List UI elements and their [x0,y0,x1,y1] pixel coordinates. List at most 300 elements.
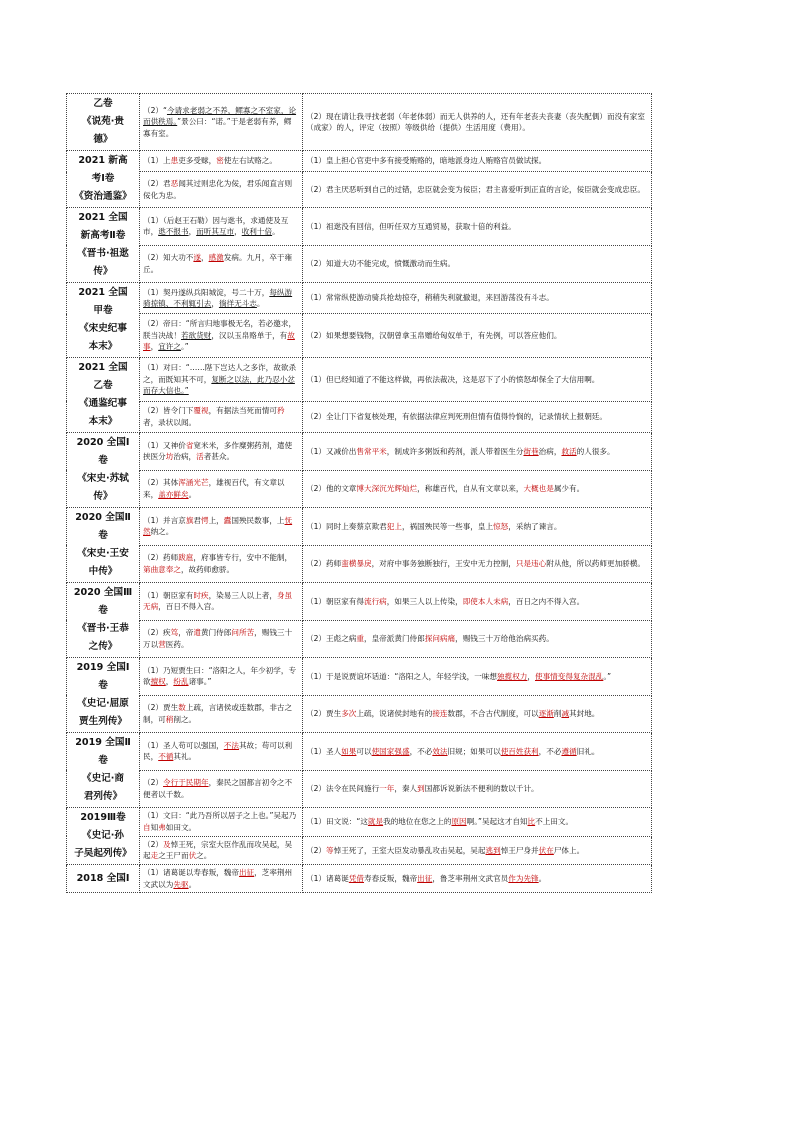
text-segment: 寿春反叛，魏帝 [364,873,418,883]
source-line: 卷 [98,755,108,766]
text-segment: 上疏，言诸侯或连数郡，非古之制，可 [143,703,293,724]
text-segment: 。 [538,873,547,883]
text-segment: （1）契丹遂纵兵阳城淀，号二十万， [143,287,270,297]
text-segment: 属少有。 [553,484,585,493]
text-segment: （1）同时上奏蔡京欺君 [306,521,387,531]
original-text-cell [140,545,303,583]
table-row [67,433,652,471]
text-segment: 作为先锋 [508,873,539,883]
text-segment: 自 [143,822,151,832]
source-line: 《史记·商 [81,773,125,784]
text-segment: ，称雄百代，自从有文章以来， [417,484,524,493]
original-text-cell [140,94,303,151]
text-segment: ，秦人 [394,784,418,793]
original-text-cell [140,151,303,172]
text-segment: 救活 [561,446,577,456]
original-text-cell [140,836,303,865]
text-segment: 愕 [201,515,209,525]
text-segment: 的人很多。 [576,446,615,456]
translation-cell [303,836,652,865]
text-segment: 之王尸而 [158,851,189,861]
text-segment: ，如果三人以上传染， [386,596,463,606]
text-segment: ，祸国殃民等一些事，皇上 [401,521,494,531]
text-segment: ，不必 [409,746,433,756]
text-segment: （1）圣人 [306,746,342,756]
text-segment: 不法 [223,740,239,750]
text-segment: ，采纳了谏言。 [508,521,562,531]
text-segment: ，不必 [538,746,562,756]
text-segment: ， [165,677,174,687]
source-line: 2021 全国 [78,362,128,373]
text-segment: （2）帝曰：“所言归地事极无名，若必邀求，朕当决战！ [143,319,297,340]
translation-cell [303,151,652,172]
text-segment: 重 [356,634,364,643]
source-line: 《史记·屈原 [77,698,129,709]
text-segment: （1）朝臣家有 [143,590,194,600]
text-segment: 遂 [193,253,201,263]
text-segment: 宜许之 [158,342,181,352]
source-line: 《宋史·王安 [77,548,129,559]
text-segment: ，汉以玉帛赂单于，有 [211,330,288,340]
text-segment: 悼王尸身并 [500,845,539,855]
text-segment: 一年 [379,784,395,793]
text-segment: 就是 [367,817,384,826]
text-segment: ，赐钱三十万以 [143,628,293,649]
source-line: 2019Ⅲ卷 [80,812,126,823]
translation-table [66,93,652,893]
text-segment: 感激 [208,253,224,263]
text-segment: 身虽无病 [143,590,293,612]
text-segment: 上， [208,515,224,525]
text-segment: 走 [150,851,159,861]
original-text-cell [140,245,303,283]
source-line: 《史记·孙 [81,830,125,841]
text-segment: 今请求老弱之不养，鳏寡之不室家，论而供秩焉。 [143,105,297,127]
source-line: 2018 全国Ⅰ [76,872,130,884]
text-segment: 。 [256,299,265,309]
text-segment: 先驱 [173,879,189,889]
text-segment: （2）他的文章 [306,484,357,493]
text-segment: 黄门侍郎 [201,628,232,638]
text-segment: （2）王彪之病 [306,634,357,643]
text-segment: 令行于民期年 [163,778,209,788]
original-text-cell [140,733,303,771]
source-cell [67,808,140,865]
text-segment: （1）上 [143,156,171,166]
text-segment: ， [188,227,197,237]
text-segment: ， [527,671,535,681]
text-segment: 遣 [193,628,201,638]
text-segment: 收利十倍 [241,227,273,237]
text-segment: 悼王死，宗室大臣作乱而攻吴起，吴起 [143,839,293,861]
translation-cell [303,314,652,358]
table-row [67,508,652,546]
text-segment: 每纵游骑掠镇、 [143,287,293,309]
text-segment: （2）全让门下省复核处理，有依据法律应判死刑但情有值得怜悯的，记录情状上报朝廷。 [306,412,607,422]
text-segment: （1）又减价出 [306,446,357,456]
text-segment: （2）君主厌恶听到自己的过错，忠臣就会变为佞臣；君主喜爱听到正直的言论，佞臣就会变成忠臣。 [306,184,645,194]
text-segment: 笃 [170,628,179,638]
text-segment: 即使本人未病 [462,596,509,606]
table-row [67,94,652,151]
source-cell [67,94,140,151]
text-segment: 及 [163,839,171,849]
text-segment: （2）“ [143,105,167,115]
text-segment: ，故药师愈骄。 [180,564,235,574]
text-segment: （2） [306,845,327,855]
table-row [67,283,652,314]
text-segment: 使左右试赂之。 [223,156,277,166]
original-text-cell [140,508,303,546]
text-segment: ，对府中事务独断独行，王安中无力控制， [371,559,516,568]
source-line: 2021 新高 [78,155,128,166]
original-text-cell [140,583,303,621]
source-cell [67,658,140,733]
text-segment: （2） [143,839,164,849]
text-segment: ，赐钱三十万给他治病买药。 [455,634,554,643]
source-line: 乙卷 [93,98,113,109]
source-line: 贾生列传》 [79,716,127,727]
text-segment: 国殃民数事，上 [231,515,285,525]
text-segment: 蠹 [223,515,232,525]
text-segment: 如田文。 [165,822,197,832]
translation-cell [303,508,652,546]
text-segment: 我的地位在您之上的 [383,817,452,826]
source-cell [67,283,140,358]
text-segment: 逐渐 [538,709,554,718]
table-row [67,172,652,208]
original-text-cell [140,172,303,208]
text-segment: 矜 [276,406,285,416]
table-row [67,401,652,432]
source-cell [67,208,140,283]
text-segment: 遵循 [561,746,577,756]
original-text-cell [140,314,303,358]
text-segment: 不利辄引去 [173,299,212,309]
text-segment: （1）朝臣家有得 [306,596,364,606]
text-segment: ，制成许多粥饭和药剂，派人带着医生分 [386,446,524,456]
text-segment: 。” [180,342,189,352]
text-segment: 省 [185,440,194,450]
text-segment: 国都诉说新法不便利的数以千计。 [424,784,539,793]
source-cell [67,433,140,508]
source-line: 2019 全国Ⅱ [75,737,131,748]
source-line: 本末》 [88,341,118,352]
source-line: 《宋史·苏轼 [77,473,129,484]
text-segment: 数郡，不合古代制度，可以 [447,709,539,718]
text-segment: ，百日不得入宫。 [158,602,219,612]
source-line: 2019 全国Ⅰ [76,662,130,673]
text-segment: （1）诸葛诞 [306,873,349,883]
text-segment: 徜徉无斗志 [218,299,257,309]
source-cell [67,151,140,208]
text-segment: 恶 [170,179,179,189]
source-line: 2020 全国Ⅰ [76,437,130,448]
translation-cell [303,545,652,583]
table-row [67,151,652,172]
text-segment: 其礼。 [173,752,197,762]
text-segment: 。 [188,489,197,499]
table-row [67,865,652,893]
text-segment: 者甚众。 [203,452,235,462]
text-segment: 犯上 [386,521,402,531]
text-segment: 出征 [238,868,255,877]
text-segment: 可以 [356,746,372,756]
source-line: 之传》 [88,641,118,652]
text-segment: ，百日之内不得入宫。 [508,596,585,606]
text-segment: 发病。九月，卒于雍丘。 [143,253,293,274]
text-segment: 街巷 [523,446,539,456]
text-segment: （1）又神价 [143,440,186,450]
translation-cell [303,695,652,733]
original-text-cell [140,470,303,508]
text-segment: 第曲意奉之 [143,564,181,574]
source-line: 考Ⅰ卷 [91,173,115,184]
source-line: 中传》 [88,566,118,577]
source-line: 卷 [98,530,108,541]
table-row [67,770,652,808]
translation-cell [303,283,652,314]
text-segment: 削之。 [173,714,197,724]
table-row [67,545,652,583]
text-segment: ， [150,342,159,352]
text-segment: 。 [272,227,280,237]
text-segment: （2）药师 [306,559,342,568]
source-line: 2020 全国Ⅱ [75,512,131,523]
text-segment: （2）现在请让我寻找老弱（年老体弱）而无人供养的人，还有年老丧夫丧妻（丧失配偶）而没有家室（成家）的人，评定（按照）等级供给（提供）生活用度（费用）。 [306,111,645,132]
text-segment: 数 [178,703,186,713]
text-segment: 等 [326,845,334,855]
text-segment: 啊。”吴起这才自知 [466,817,528,826]
source-cell [67,508,140,583]
text-segment: （2）法令在民间施行 [306,784,380,793]
source-line: 德》 [93,134,113,145]
text-segment: 治病， [538,446,562,456]
source-line: 君列传》 [83,791,123,802]
text-segment: 擅权 [150,677,166,687]
text-segment: 出征 [417,873,433,883]
table-row [67,620,652,658]
text-segment: （2）知大功不 [143,253,194,263]
text-segment: 旧礼。 [576,746,600,756]
text-segment: 附从他，所以药师更加骄横。 [546,559,645,568]
text-segment: 接连 [432,709,448,718]
table-row [67,808,652,837]
text-segment: 密 [216,156,224,166]
text-segment: （1）田文说：“这 [306,817,368,826]
text-segment: 流行病 [364,596,387,606]
text-segment: （1）（后赵王石勒）因与逖书，求通使及互市， [143,215,289,237]
text-segment: 稍 [165,714,174,724]
source-line: 《宋史纪事 [79,323,127,334]
source-line: 本末》 [88,416,118,427]
text-segment: （1）祖逖没有回信，但听任双方互通贸易，获取十倍的利益。 [306,221,516,231]
translation-cell [303,620,652,658]
original-text-cell [140,283,303,314]
source-cell [67,865,140,893]
translation-cell [303,733,652,771]
source-line: 传》 [93,266,113,277]
translation-cell [303,433,652,471]
translation-cell [303,401,652,432]
source-cell [67,733,140,808]
text-segment: 者，录状以闻。 [143,417,197,427]
source-line: 《资治通鉴》 [74,191,132,202]
text-segment: ，鲁芝率荆州文武官员 [432,873,509,883]
text-segment: 吏多受赇， [178,156,217,166]
original-text-cell [140,401,303,432]
text-segment: 尸体上。 [553,845,585,855]
text-segment: 如果 [341,746,357,756]
text-segment: （2）君 [143,179,171,189]
table-row [67,658,652,696]
text-segment: 君 [193,515,201,525]
text-segment: 问所苦 [231,628,255,638]
text-segment: ， [211,299,219,309]
table-row [67,208,652,246]
text-segment: 使百姓获利 [500,746,539,756]
text-segment: （1）但已经知道了不能这样做，再依法裁决，这是忍下了小的愤怒却保全了大信用啊。 [306,374,600,384]
text-segment: ，帝 [178,628,194,638]
text-segment: 。 [188,879,197,889]
text-segment: 逃到 [485,845,501,855]
text-segment: 其封地。 [569,709,600,718]
translation-cell [303,245,652,283]
text-segment: （1）常常纵使游动骑兵抢劫掠夺，稍稍失利就撤退，来回游荡没有斗志。 [306,293,554,303]
text-segment: （1）诸葛诞以寿春叛，魏帝 [143,868,239,877]
text-segment: 宽米米，多作糜粥药剂，遣使挟医分 [143,440,293,462]
text-segment: 比 [527,817,536,826]
text-segment: 凭借 [348,873,364,883]
text-segment: （1）皇上担心官吏中多有接受贿赂的，暗地派身边人贿赂官员做试探。 [306,156,547,166]
original-text-cell [140,620,303,658]
text-segment: 售常平米 [356,446,387,456]
text-segment: 闻其过则忠化为佞，君乐闻直言则佞化为忠。 [143,179,293,200]
text-segment: 旗 [185,515,194,525]
text-segment: 而听其互市 [196,227,235,237]
text-segment: 上疏，说诸侯封地有的 [356,709,433,718]
text-segment: 弗 [158,822,166,832]
text-segment: （2）药师 [143,553,179,563]
text-segment: 只是违心 [515,559,547,568]
translation-cell [303,770,652,808]
table-row [67,245,652,283]
text-segment: ，雄视百代，有文章以来， [143,478,285,499]
original-text-cell [140,865,303,893]
translation-cell [303,583,652,621]
source-line: 乙卷 [93,380,113,391]
table-row [67,470,652,508]
text-segment: 蛮横暴戾 [341,559,372,568]
source-line: 2021 全国 [78,287,128,298]
text-segment: 知 [150,822,159,832]
text-segment: 减 [561,709,570,718]
source-cell [67,358,140,433]
translation-cell [303,358,652,402]
text-segment: （2） [143,778,164,788]
text-segment: 怃然 [143,515,293,537]
text-segment: 削 [553,709,562,718]
original-text-cell [140,658,303,696]
text-segment: 伏 [188,851,197,861]
text-segment: （2）如果想要钱物，汉朝曾拿玉帛赠给匈奴单于，有先例，可以答应他们。 [306,330,562,340]
text-segment: 其故；苟可以利民， [143,740,293,762]
table-row [67,836,652,865]
text-segment: ，此乃忍小忿而存大信也。” [143,374,295,396]
text-segment: ，芝率荆州文武以为 [143,868,293,889]
text-segment: 故事 [143,330,295,352]
text-segment: （2）皆令门下 [143,406,194,416]
translation-cell [303,658,652,696]
source-line: 《晋书·王恭 [77,623,129,634]
text-segment: 治病， [173,452,197,462]
source-line: 卷 [98,680,108,691]
text-segment: ， [234,227,242,237]
text-segment: （2）其体 [143,478,179,488]
translation-cell [303,865,652,893]
text-segment: 原因 [451,817,467,826]
text-segment: 诸事。” [188,677,212,687]
text-segment: （2）疾 [143,628,171,638]
text-segment: 大概也是 [523,484,554,493]
source-line: 传》 [93,491,113,502]
source-line: 甲卷 [93,305,113,316]
text-segment: ，染易三人以上者， [208,590,277,600]
text-segment: ，皇帝派黄门侍郎 [364,634,425,643]
source-line: 《晋书·祖逖 [77,248,129,259]
source-line: 2021 全国 [78,212,128,223]
text-segment: 浑涵光芒 [178,478,209,488]
text-segment: 逖不报书 [158,227,189,237]
original-text-cell [140,433,303,471]
text-segment: 使事情变得复杂混乱 [534,671,604,681]
text-segment: （1）对曰：“……陛下岂达人之多诈，故欲杀之，而既知其不可， [143,363,297,384]
text-segment: 时疾 [193,590,209,600]
text-segment: 不循 [158,752,174,762]
text-segment: 博大深沉光辉灿烂 [356,484,418,493]
source-line: 新高考Ⅱ卷 [80,230,126,241]
text-segment: 到 [417,784,425,793]
text-segment: 使国家强盛 [371,746,410,756]
text-segment: （1）圣人苟可以强国， [143,740,224,750]
text-segment: （1）并言京 [143,515,186,525]
text-segment: （1）文曰：“此乃吾所以居子之上也。”吴起乃 [143,811,297,821]
table-row [67,695,652,733]
text-segment: 。” [603,671,612,681]
text-segment: 不上田文。 [535,817,574,826]
text-segment: 探问病痛 [424,634,456,643]
original-text-cell [140,358,303,402]
text-segment: ，府事皆专行，安中不能制， [193,553,293,563]
text-segment: 盖亦鲜矣 [158,489,189,499]
text-segment: ， [201,253,209,263]
text-segment: 效法 [432,746,448,756]
translation-cell [303,94,652,151]
text-segment: 坊 [165,452,174,462]
original-text-cell [140,208,303,246]
text-segment: 之。 [196,851,212,861]
translation-cell [303,208,652,246]
table-row [67,583,652,621]
text-segment: 多次 [341,709,357,718]
source-line: 卷 [98,605,108,616]
text-segment: 跋扈 [178,553,194,563]
text-segment: ”景公曰：“诺。”于是老弱有养，鳏寡有室。 [143,117,292,138]
text-segment: ，秦民之国都言初令之不便者以千数。 [143,778,293,799]
text-segment: 纷乱 [173,677,189,687]
text-segment: （2）贾生 [306,709,342,718]
text-segment: 复断之以法 [211,374,250,384]
